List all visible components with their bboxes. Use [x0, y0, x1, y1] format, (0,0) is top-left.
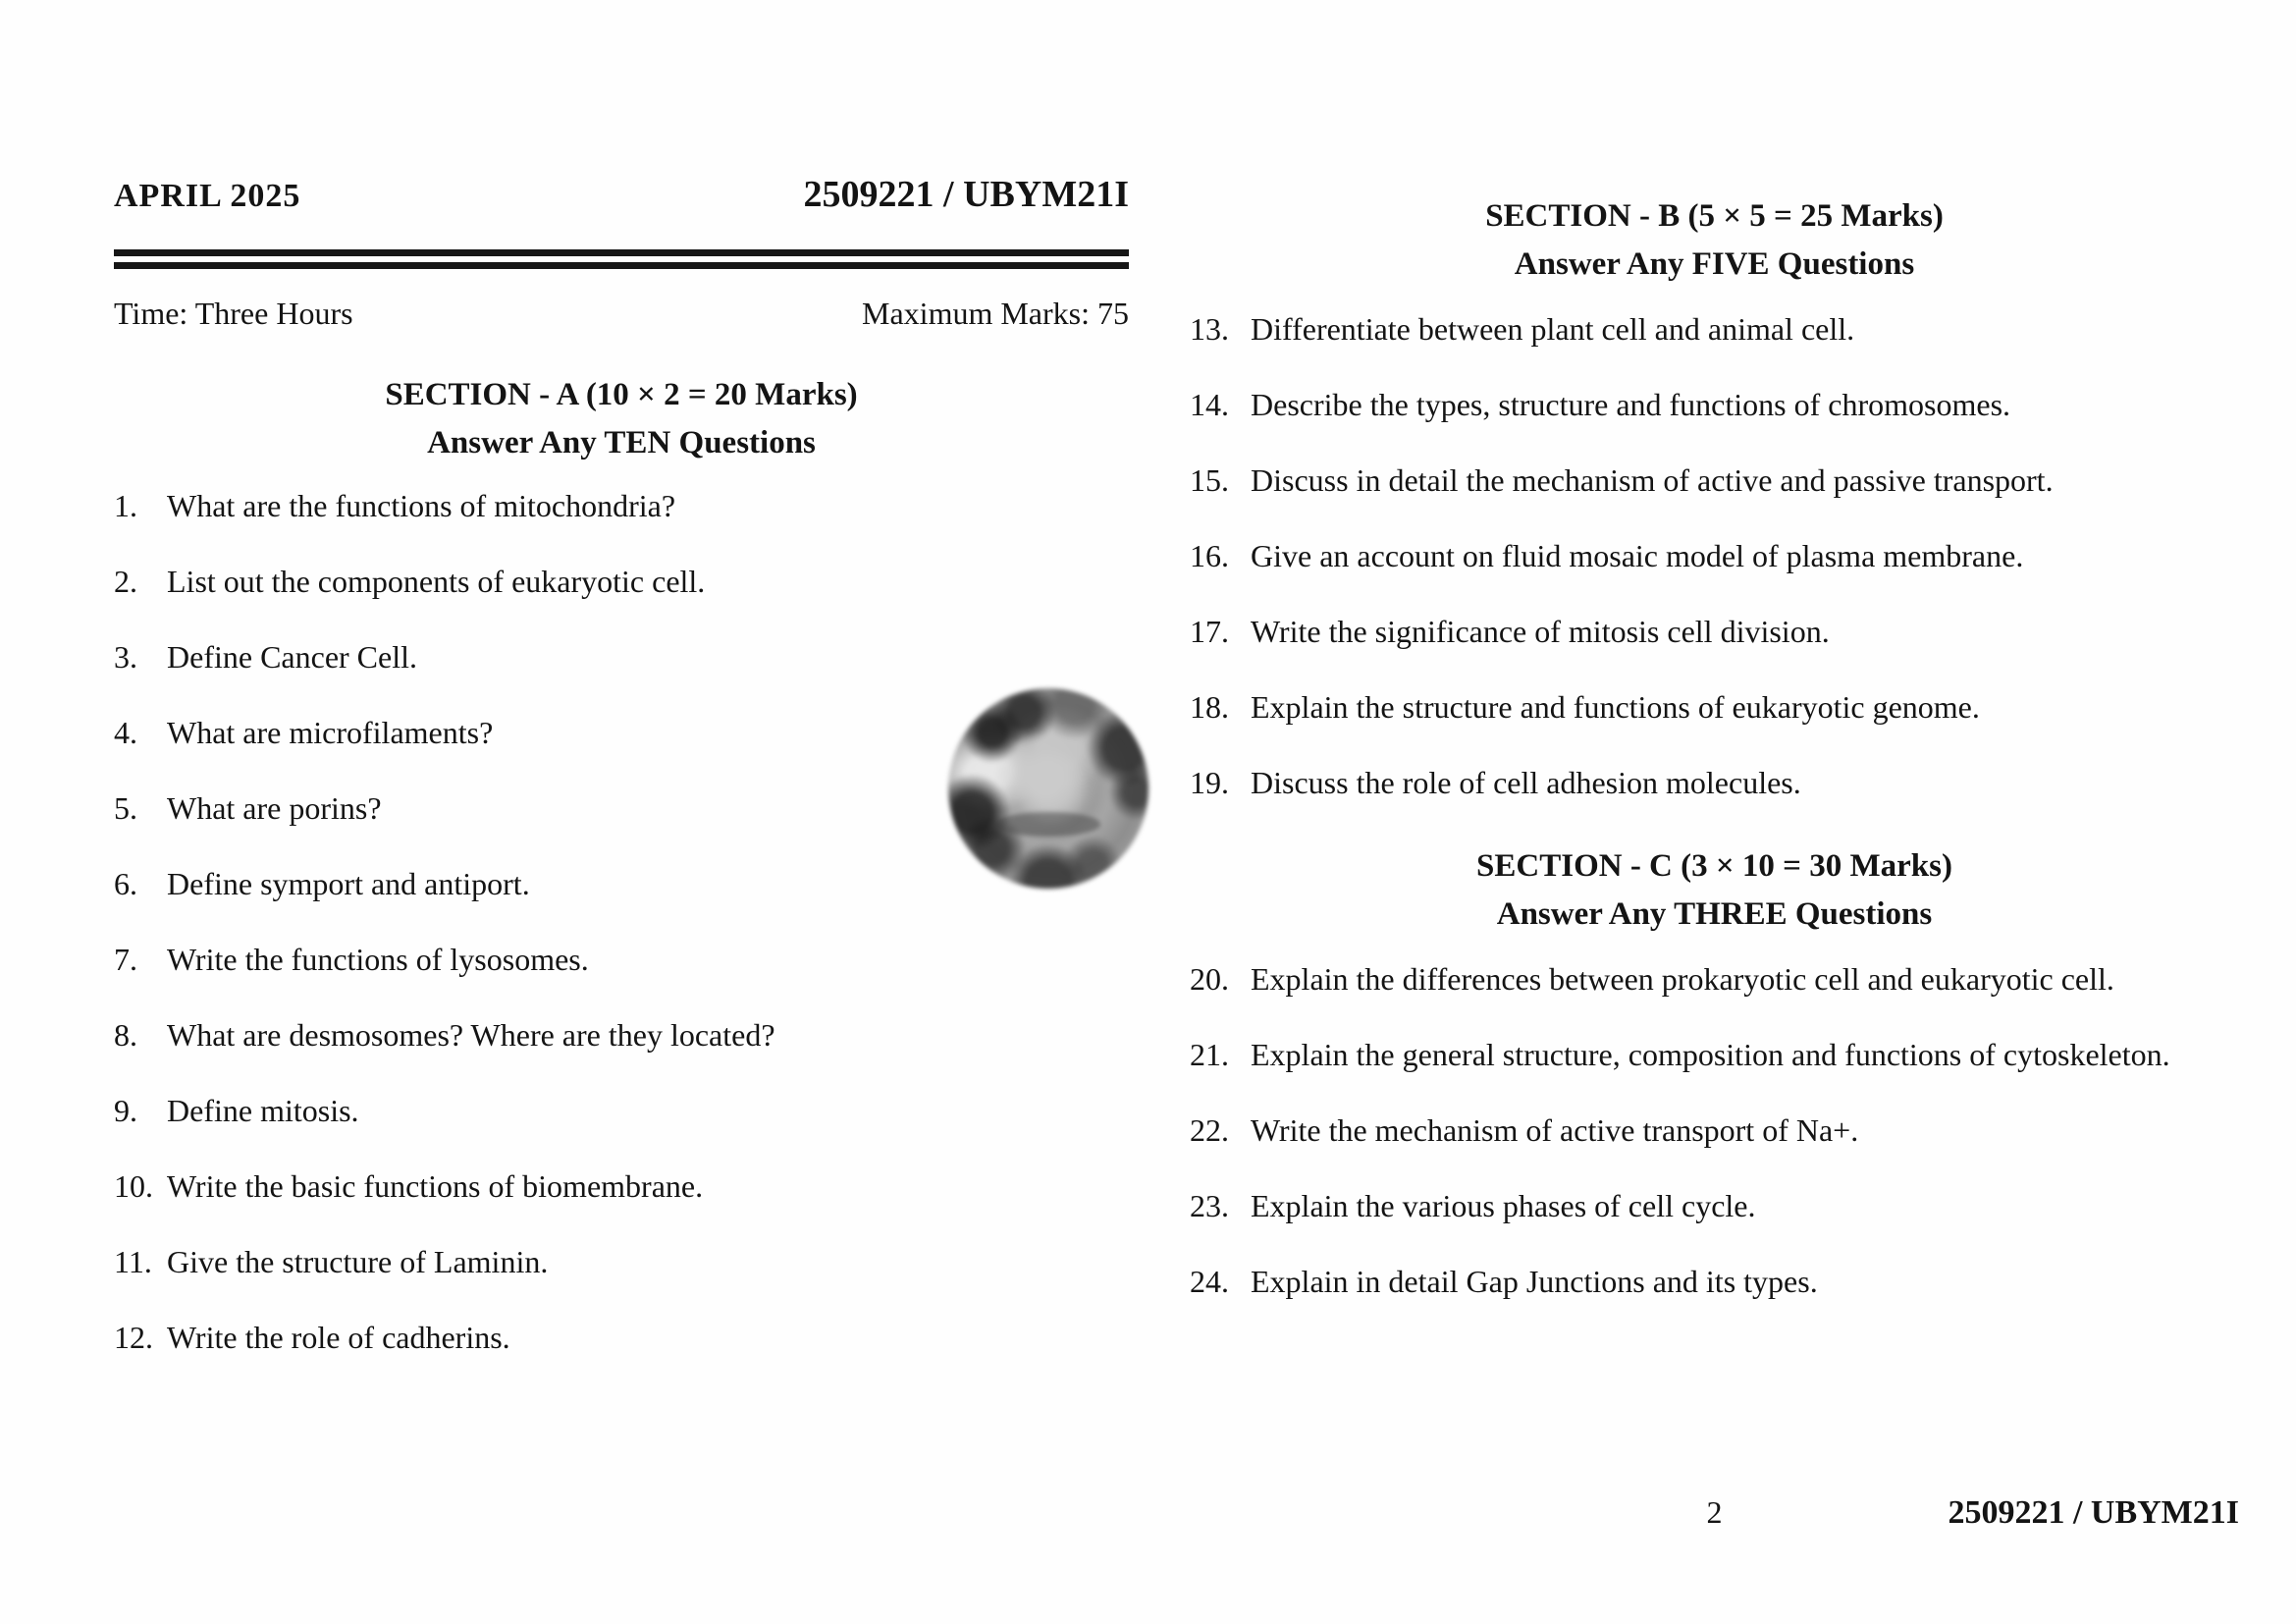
- paper-header: [114, 173, 1129, 216]
- question-text: Give the structure of Laminin.: [167, 1244, 549, 1279]
- question-row: [1190, 460, 2239, 501]
- question-text: What are microfilaments?: [167, 715, 494, 750]
- question-text: Explain the structure and functions of eukaryotic genome.: [1251, 689, 1980, 725]
- section-a-heading: [114, 371, 1129, 467]
- question-number: 11.: [114, 1244, 152, 1279]
- double-rule-divider: [114, 249, 1129, 269]
- question-row: [114, 863, 1129, 904]
- question-text: Write the role of cadherins.: [167, 1320, 510, 1355]
- question-row: [1190, 686, 2239, 728]
- section-c-heading: [1190, 842, 2239, 939]
- question-number: 13.: [1190, 311, 1229, 347]
- question-text: What are porins?: [167, 790, 382, 826]
- question-row: [114, 1090, 1129, 1131]
- question-row: [1190, 1110, 2239, 1151]
- footer-paper-code: 2509221 / UBYM21I: [1948, 1494, 2239, 1531]
- question-number: 3.: [114, 639, 137, 675]
- section-c-questions: [1190, 958, 2239, 1302]
- section-a-questions: [114, 485, 1129, 1358]
- paper-code-title: 2509221 / UBYM21I: [803, 174, 1129, 215]
- time-allowed: Time: Three Hours: [114, 296, 353, 331]
- question-number: 9.: [114, 1093, 137, 1128]
- question-number: 14.: [1190, 387, 1229, 422]
- question-row: [114, 1014, 1129, 1056]
- question-number: 12.: [114, 1320, 153, 1355]
- question-number: 21.: [1190, 1037, 1229, 1072]
- question-row: [114, 939, 1129, 980]
- question-text: What are desmosomes? Where are they located?: [167, 1017, 775, 1053]
- question-number: 20.: [1190, 961, 1229, 997]
- question-text: Write the functions of lysosomes.: [167, 942, 589, 977]
- question-text: Explain in detail Gap Junctions and its types.: [1251, 1264, 1818, 1299]
- section-b-questions: [1190, 308, 2239, 803]
- question-text: Define mitosis.: [167, 1093, 359, 1128]
- question-row: [114, 636, 1129, 677]
- question-text: Write the basic functions of biomembrane.: [167, 1168, 704, 1204]
- question-text: Explain the various phases of cell cycle.: [1251, 1188, 1756, 1223]
- question-text: Explain the differences between prokaryotic cell and eukaryotic cell.: [1251, 961, 2114, 997]
- question-row: [114, 561, 1129, 602]
- question-number: 16.: [1190, 538, 1229, 573]
- question-number: 15.: [1190, 462, 1229, 498]
- maximum-marks: Maximum Marks: 75: [862, 296, 1129, 331]
- question-number: 17.: [1190, 614, 1229, 649]
- section-b-heading: [1190, 192, 2239, 289]
- section-b-subtitle: Answer Any FIVE Questions: [1514, 246, 1915, 282]
- question-number: 24.: [1190, 1264, 1229, 1299]
- question-number: 6.: [114, 866, 137, 901]
- question-number: 2.: [114, 564, 137, 599]
- question-text: Write the mechanism of active transport of Na+.: [1251, 1112, 1859, 1148]
- section-a-title: SECTION - A (10 × 2 = 20 Marks): [385, 377, 858, 412]
- question-row: [1190, 762, 2239, 803]
- question-text: Explain the general structure, composition and functions of cytoskeleton.: [1251, 1037, 2170, 1072]
- page-number: 2: [1706, 1494, 1723, 1530]
- question-number: 8.: [114, 1017, 137, 1053]
- question-text: Write the significance of mitosis cell division.: [1251, 614, 1830, 649]
- question-number: 19.: [1190, 765, 1229, 800]
- question-text: Describe the types, structure and functions of chromosomes.: [1251, 387, 2011, 422]
- question-number: 23.: [1190, 1188, 1229, 1223]
- question-text: Discuss the role of cell adhesion molecules.: [1251, 765, 1801, 800]
- question-row: [114, 1241, 1129, 1282]
- section-b-title: SECTION - B (5 × 5 = 25 Marks): [1485, 198, 1944, 234]
- question-number: 4.: [114, 715, 137, 750]
- question-row: [1190, 535, 2239, 576]
- question-row: [114, 1317, 1129, 1358]
- right-column: [1190, 192, 2239, 1336]
- question-row: [1190, 1261, 2239, 1302]
- question-row: [1190, 611, 2239, 652]
- question-number: 18.: [1190, 689, 1229, 725]
- question-number: 10.: [114, 1168, 153, 1204]
- question-row: [1190, 384, 2239, 425]
- question-row: [1190, 1185, 2239, 1226]
- question-number: 1.: [114, 488, 137, 523]
- question-number: 5.: [114, 790, 137, 826]
- question-row: [1190, 1034, 2239, 1075]
- question-text: Define symport and antiport.: [167, 866, 530, 901]
- section-c-title: SECTION - C (3 × 10 = 30 Marks): [1476, 848, 1952, 884]
- question-row: [114, 1165, 1129, 1207]
- question-text: Define Cancer Cell.: [167, 639, 417, 675]
- question-row: [1190, 308, 2239, 350]
- page-footer: [1190, 1494, 2239, 1543]
- question-text: List out the components of eukaryotic cell.: [167, 564, 706, 599]
- question-text: Differentiate between plant cell and animal cell.: [1251, 311, 1855, 347]
- circular-seal-stamp: [948, 688, 1148, 889]
- question-row: [114, 485, 1129, 526]
- section-a-subtitle: Answer Any TEN Questions: [427, 425, 816, 460]
- time-marks-row: [114, 295, 1129, 332]
- question-text: What are the functions of mitochondria?: [167, 488, 676, 523]
- question-text: Discuss in detail the mechanism of active and passive transport.: [1251, 462, 2054, 498]
- question-text: Give an account on fluid mosaic model of plasma membrane.: [1251, 538, 2024, 573]
- question-row: [1190, 958, 2239, 1000]
- question-number: 7.: [114, 942, 137, 977]
- section-c-subtitle: Answer Any THREE Questions: [1496, 896, 1933, 932]
- exam-date: APRIL 2025: [114, 178, 301, 214]
- question-number: 22.: [1190, 1112, 1229, 1148]
